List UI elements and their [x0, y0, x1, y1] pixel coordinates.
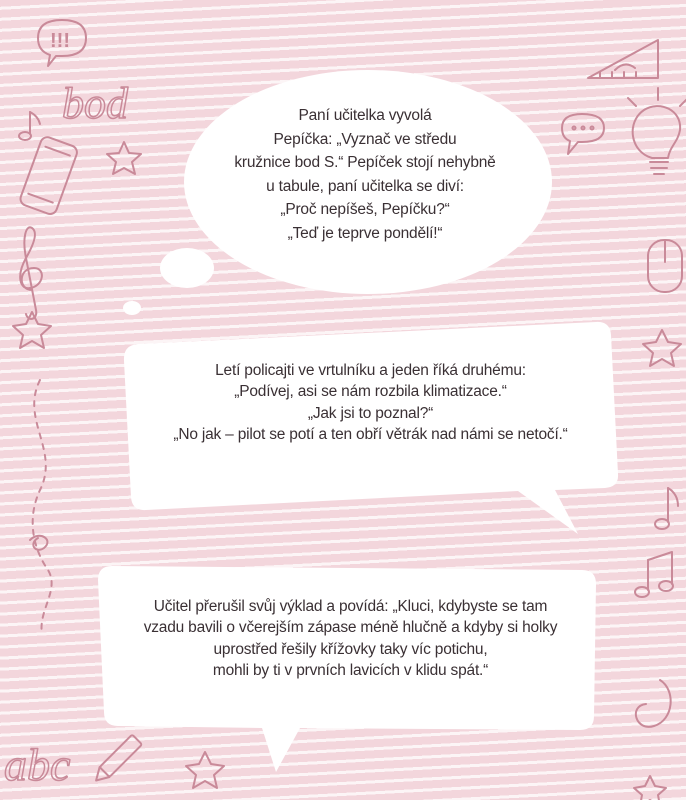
joke-line: Letí policajti ve vrtulníku a jeden říká druhému:: [215, 362, 526, 379]
joke-line: Paní učitelka vyvolá: [298, 107, 432, 124]
joke-line: u tabule, paní učitelka se diví:: [266, 177, 464, 195]
joke-line: „Podívej, asi se nám rozbila klimatizace.“: [234, 383, 507, 401]
joke-line: vzadu bavili o včerejším zápase méně hlučně a kdyby si holky: [143, 619, 558, 637]
joke-line: „Teď je teprve pondělí!“: [287, 224, 443, 242]
joke-line: mohli by ti v prvních lavicích v klidu spát.“: [212, 662, 489, 680]
abc-letters: abc: [4, 739, 71, 790]
joke-text: [108, 596, 593, 682]
joke-line: Pepíčka: „Vyznač ve středu: [273, 130, 457, 148]
joke-line: uprostřed řešily křížovky taky víc potichu,: [213, 640, 488, 658]
joke-line: Učitel přerušil svůj výklad a povídá: „Kluci, kdybyste se tam: [153, 598, 548, 615]
joke-text: [133, 360, 608, 446]
joke-line: „No jak – pilot se potí a ten obří větrák nad námi se netočí.“: [173, 426, 568, 444]
joke-line: „Proč nepíšeš, Pepíčku?“: [280, 201, 450, 219]
joke-text: [205, 104, 525, 245]
joke-line: „Jak jsi to poznal?“: [307, 404, 434, 422]
bod-letters: bod: [62, 79, 128, 128]
joke-line: kružnice bod S.“ Pepíček stojí nehybně: [234, 154, 496, 172]
exclamation-text: !!!: [50, 30, 70, 52]
